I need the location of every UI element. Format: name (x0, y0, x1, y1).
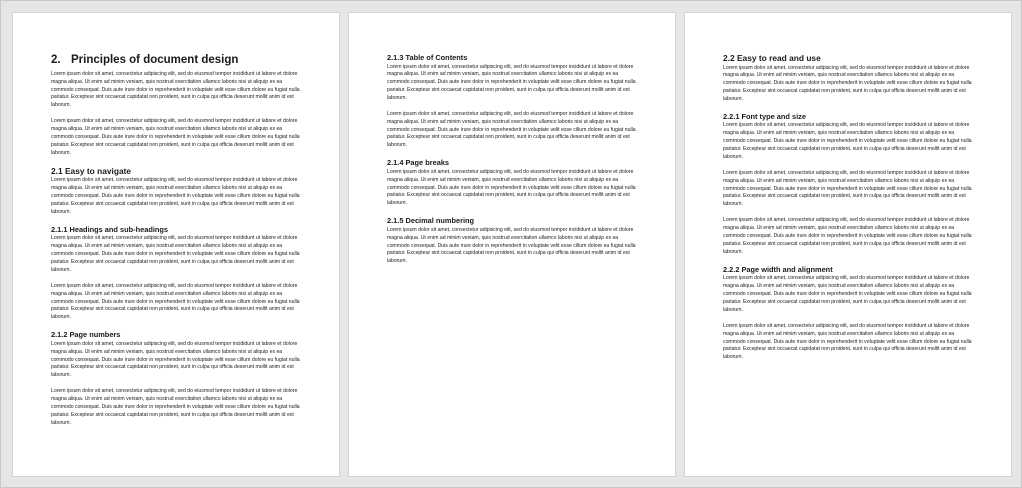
chapter-number: 2. (51, 54, 61, 66)
body-paragraph: Lorem ipsum dolor sit amet, consectetur adipiscing elit, sed do eiusmod tempor incididunt ut labore et dolore magna aliqua. Ut enim ad minim veniam, quis nostrud exercitation ullamco laboris nisi ut aliquip ex ea commodo consequat. Duis aute irure dolor in reprehenderit in voluptate velit esse cillum dolore eu fugiat nulla pariatur. Excepteur sint occaecat cupidatat non proident, sunt in culpa qui officia deserunt mollit anim id est laborum. (51, 118, 300, 156)
body-paragraph: Lorem ipsum dolor sit amet, consectetur adipiscing elit, sed do eiusmod tempor incididunt ut labore et dolore magna aliqua. Ut enim ad minim veniam, quis nostrud exercitation ullamco laboris nisi ut aliquip ex ea commodo consequat. Duis aute irure dolor in reprehenderit in voluptate velit esse cillum dolore eu fugiat nulla pariatur. Excepteur sint occaecat cupidatat non proident, sunt in culpa qui officia deserunt mollit anim id est laborum. (51, 235, 300, 273)
body-paragraph: Lorem ipsum dolor sit amet, consectetur adipiscing elit, sed do eiusmod tempor incididunt ut labore et dolore magna aliqua. Ut enim ad minim veniam, quis nostrud exercitation ullamco laboris nisi ut aliquip ex ea commodo consequat. Duis aute irure dolor in reprehenderit in voluptate velit esse cillum dolore eu fugiat nulla pariatur. Excepteur sint occaecat cupidatat non proident, sunt in culpa qui officia deserunt mollit anim id est laborum. (387, 63, 636, 101)
body-paragraph: Lorem ipsum dolor sit amet, consectetur adipiscing elit, sed do eiusmod tempor incididunt ut labore et dolore magna aliqua. Ut enim ad minim veniam, quis nostrud exercitation ullamco laboris nisi ut aliquip ex ea commodo consequat. Duis aute irure dolor in reprehenderit in voluptate velit esse cillum dolore eu fugiat nulla pariatur. Excepteur sint occaecat cupidatat non proident, sunt in culpa qui officia deserunt mollit anim id est laborum. (51, 282, 300, 321)
body-paragraph: Lorem ipsum dolor sit amet, consectetur adipiscing elit, sed do eiusmod tempor incididunt ut labore et dolore magna aliqua. Ut enim ad minim veniam, quis nostrud exercitation ullamco laboris nisi ut aliquip ex ea commodo consequat. Duis aute irure dolor in reprehenderit in voluptate velit esse cillum dolore eu fugiat nulla pariatur. Excepteur sint occaecat cupidatat non proident, sunt in culpa qui officia deserunt mollit anim id est laborum. (723, 322, 972, 361)
body-paragraph: Lorem ipsum dolor sit amet, consectetur adipiscing elit, sed do eiusmod tempor incididunt ut labore et dolore magna aliqua. Ut enim ad minim veniam, quis nostrud exercitation ullamco laboris nisi ut aliquip ex ea commodo consequat. Duis aute irure dolor in reprehenderit in voluptate velit esse cillum dolore eu fugiat nulla pariatur. Excepteur sint occaecat cupidatat non proident, sunt in culpa qui officia deserunt mollit anim id est laborum. (51, 388, 300, 426)
body-paragraph: Lorem ipsum dolor sit amet, consectetur adipiscing elit, sed do eiusmod tempor incididunt ut labore et dolore magna aliqua. Ut enim ad minim veniam, quis nostrud exercitation ullamco laboris nisi ut aliquip ex ea commodo consequat. Duis aute irure dolor in reprehenderit in voluptate velit esse cillum dolore eu fugiat nulla pariatur. Excepteur sint occaecat cupidatat non proident, sunt in culpa qui officia deserunt mollit anim id est laborum. (51, 71, 300, 109)
body-paragraph: Lorem ipsum dolor sit amet, consectetur adipiscing elit, sed do eiusmod tempor incididunt ut labore et dolore magna aliqua. Ut enim ad minim veniam, quis nostrud exercitation ullamco laboris nisi ut aliquip ex ea commodo consequat. Duis aute irure dolor in reprehenderit in voluptate velit esse cillum dolore eu fugiat nulla pariatur. Excepteur sint occaecat cupidatat non proident, sunt in culpa qui officia deserunt mollit anim id est laborum. (387, 226, 636, 265)
subsection-heading: 2.1.1 Headings and sub-headings (51, 224, 169, 234)
body-paragraph: Lorem ipsum dolor sit amet, consectetur adipiscing elit, sed do eiusmod tempor incididunt ut labore et dolore magna aliqua. Ut enim ad minim veniam, quis nostrud exercitation ullamco laboris nisi ut aliquip ex ea commodo consequat. Duis aute irure dolor in reprehenderit in voluptate velit esse cillum dolore eu fugiat nulla pariatur. Excepteur sint occaecat cupidatat non proident, sunt in culpa qui officia deserunt mollit anim id est laborum. (723, 64, 972, 102)
chapter-heading (51, 53, 303, 67)
body-paragraph: Lorem ipsum dolor sit amet, consectetur adipiscing elit, sed do eiusmod tempor incididunt ut labore et dolore magna aliqua. Ut enim ad minim veniam, quis nostrud exercitation ullamco laboris nisi ut aliquip ex ea commodo consequat. Duis aute irure dolor in reprehenderit in voluptate velit esse cillum dolore eu fugiat nulla pariatur. Excepteur sint occaecat cupidatat non proident, sunt in culpa qui officia deserunt mollit anim id est laborum. (51, 177, 300, 215)
subsection-heading: 2.1.4 Page breaks (387, 158, 450, 168)
body-paragraph: Lorem ipsum dolor sit amet, consectetur adipiscing elit, sed do eiusmod tempor incididunt ut labore et dolore magna aliqua. Ut enim ad minim veniam, quis nostrud exercitation ullamco laboris nisi ut aliquip ex ea commodo consequat. Duis aute irure dolor in reprehenderit in voluptate velit esse cillum dolore eu fugiat nulla pariatur. Excepteur sint occaecat cupidatat non proident, sunt in culpa qui officia deserunt mollit anim id est laborum. (387, 168, 636, 207)
body-paragraph: Lorem ipsum dolor sit amet, consectetur adipiscing elit, sed do eiusmod tempor incididunt ut labore et dolore magna aliqua. Ut enim ad minim veniam, quis nostrud exercitation ullamco laboris nisi ut aliquip ex ea commodo consequat. Duis aute irure dolor in reprehenderit in voluptate velit esse cillum dolore eu fugiat nulla pariatur. Excepteur sint occaecat cupidatat non proident, sunt in culpa qui officia deserunt mollit anim id est laborum. (723, 169, 972, 208)
section-heading: 2.1 Easy to navigate (51, 165, 132, 176)
subsection-heading: 2.2.2 Page width and alignment (723, 264, 833, 274)
section-heading: 2.2 Easy to read and use (723, 53, 821, 63)
document-page-2 (349, 13, 675, 476)
body-paragraph: Lorem ipsum dolor sit amet, consectetur adipiscing elit, sed do eiusmod tempor incididunt ut labore et dolore magna aliqua. Ut enim ad minim veniam, quis nostrud exercitation ullamco laboris nisi ut aliquip ex ea commodo consequat. Duis aute irure dolor in reprehenderit in voluptate velit esse cillum dolore eu fugiat nulla pariatur. Excepteur sint occaecat cupidatat non proident, sunt in culpa qui officia deserunt mollit anim id est laborum. (723, 217, 972, 255)
document-page-1 (13, 13, 339, 476)
body-paragraph: Lorem ipsum dolor sit amet, consectetur adipiscing elit, sed do eiusmod tempor incididunt ut labore et dolore magna aliqua. Ut enim ad minim veniam, quis nostrud exercitation ullamco laboris nisi ut aliquip ex ea commodo consequat. Duis aute irure dolor in reprehenderit in voluptate velit esse cillum dolore eu fugiat nulla pariatur. Excepteur sint occaecat cupidatat non proident, sunt in culpa qui officia deserunt mollit anim id est laborum. (387, 110, 636, 149)
chapter-title: Principles of document design (71, 54, 239, 66)
subsection-heading: 2.2.1 Font type and size (723, 111, 806, 121)
subsection-heading: 2.1.3 Table of Contents (387, 53, 468, 62)
document-page-3 (685, 13, 1011, 476)
body-paragraph: Lorem ipsum dolor sit amet, consectetur adipiscing elit, sed do eiusmod tempor incididunt ut labore et dolore magna aliqua. Ut enim ad minim veniam, quis nostrud exercitation ullamco laboris nisi ut aliquip ex ea commodo consequat. Duis aute irure dolor in reprehenderit in voluptate velit esse cillum dolore eu fugiat nulla pariatur. Excepteur sint occaecat cupidatat non proident, sunt in culpa qui officia deserunt mollit anim id est laborum. (723, 275, 972, 313)
subsection-heading: 2.1.5 Decimal numbering (387, 216, 475, 226)
body-paragraph: Lorem ipsum dolor sit amet, consectetur adipiscing elit, sed do eiusmod tempor incididunt ut labore et dolore magna aliqua. Ut enim ad minim veniam, quis nostrud exercitation ullamco laboris nisi ut aliquip ex ea commodo consequat. Duis aute irure dolor in reprehenderit in voluptate velit esse cillum dolore eu fugiat nulla pariatur. Excepteur sint occaecat cupidatat non proident, sunt in culpa qui officia deserunt mollit anim id est laborum. (51, 340, 300, 379)
body-paragraph: Lorem ipsum dolor sit amet, consectetur adipiscing elit, sed do eiusmod tempor incididunt ut labore et dolore magna aliqua. Ut enim ad minim veniam, quis nostrud exercitation ullamco laboris nisi ut aliquip ex ea commodo consequat. Duis aute irure dolor in reprehenderit in voluptate velit esse cillum dolore eu fugiat nulla pariatur. Excepteur sint occaecat cupidatat non proident, sunt in culpa qui officia deserunt mollit anim id est laborum. (723, 122, 972, 160)
subsection-heading: 2.1.2 Page numbers (51, 330, 121, 340)
